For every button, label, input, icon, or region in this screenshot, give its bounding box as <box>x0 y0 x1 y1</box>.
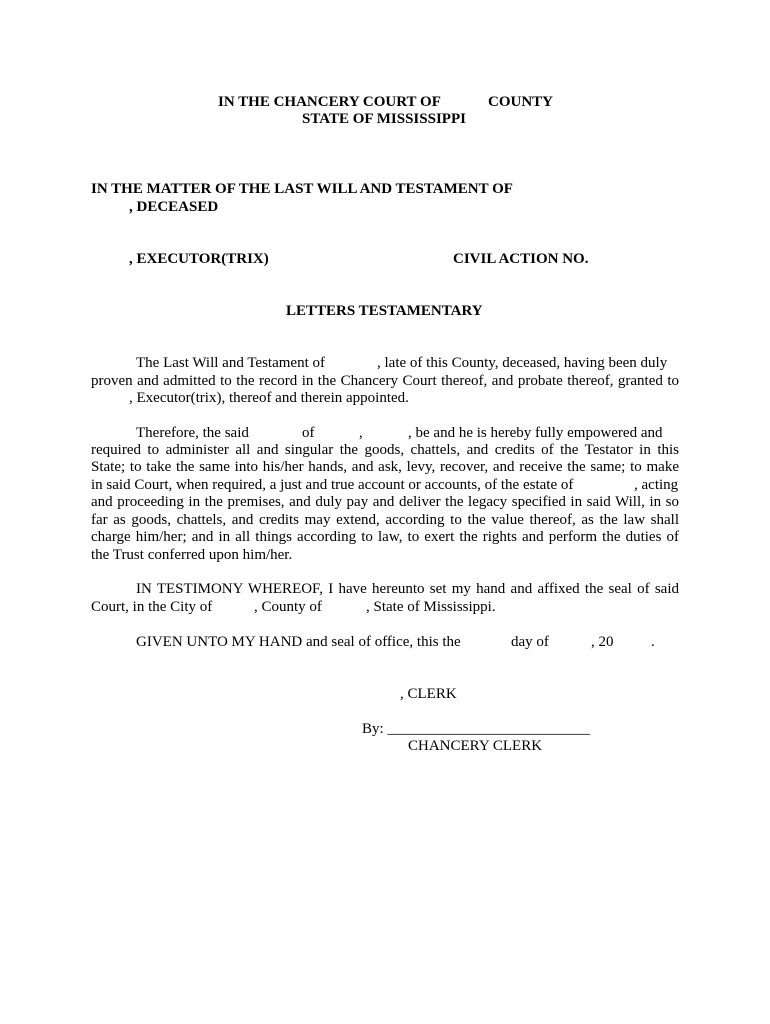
p2-line8: the Trust conferred upon him/her. <box>91 547 293 563</box>
p2-line4-a: in said Court, when required, a just and true account or accounts, of the estate of <box>91 477 574 493</box>
court-name-label: IN THE CHANCERY COURT OF <box>218 94 441 110</box>
p1-line2: proven and admitted to the record in the Chancery Court thereof, and probate thereof, granted to <box>91 373 679 389</box>
p2-line1-a: Therefore, the said <box>136 425 249 441</box>
p1-line3: , Executor(trix), thereof and therein appointed. <box>129 390 409 406</box>
p2-line2: required to administer all and singular the goods, chattels, and credits of the Testator in this <box>91 442 679 458</box>
chancery-clerk-title: CHANCERY CLERK <box>408 738 543 754</box>
p2-line6: far as goods, chattels, and credits may extend, according to the value thereof, as the law shall <box>91 512 679 528</box>
p1-line1-a: The Last Will and Testament of <box>136 355 325 371</box>
p2-line3: State; to take the same into his/her hands, and ask, levy, recover, and receive the same; to make <box>91 459 679 475</box>
testimony-line2-a: Court, in the City of <box>91 599 213 615</box>
given-line-a: GIVEN UNTO MY HAND and seal of office, this the <box>136 634 461 650</box>
state-label: STATE OF MISSISSIPPI <box>302 111 466 127</box>
executor-label: , EXECUTOR(TRIX) <box>129 251 269 267</box>
matter-heading: IN THE MATTER OF THE LAST WILL AND TESTAMENT OF <box>91 181 513 197</box>
given-line-d: . <box>651 634 655 650</box>
testimony-line2-b: , County of <box>254 599 322 615</box>
p2-line4-b: , acting <box>634 477 679 493</box>
p2-line7: charge him/her; and in all things according to law, to exert the rights and perform the duties of <box>91 529 679 545</box>
deceased-label: , DECEASED <box>129 199 219 215</box>
testimony-line2-c: , State of Mississippi. <box>366 599 496 615</box>
given-line-c: , 20 <box>591 634 614 650</box>
signature-line: By: ___________________________ <box>362 721 590 737</box>
given-line-b: day of <box>511 634 549 650</box>
county-label: COUNTY <box>488 94 554 110</box>
p1-line1-b: , late of this County, deceased, having been duly <box>377 355 668 371</box>
clerk-label: , CLERK <box>400 686 457 702</box>
document-title: LETTERS TESTAMENTARY <box>286 303 483 319</box>
p2-line5: and proceeding in the premises, and duly pay and deliver the legacy specified in said Will, in so <box>91 494 679 510</box>
p2-line1-c: , <box>359 425 363 441</box>
testimony-line1: IN TESTIMONY WHEREOF, I have hereunto set my hand and affixed the seal of said <box>136 581 679 597</box>
p2-line1-b: of <box>302 425 315 441</box>
p2-line1-d: , be and he is hereby fully empowered and <box>408 425 663 441</box>
civil-action-label: CIVIL ACTION NO. <box>453 251 589 267</box>
